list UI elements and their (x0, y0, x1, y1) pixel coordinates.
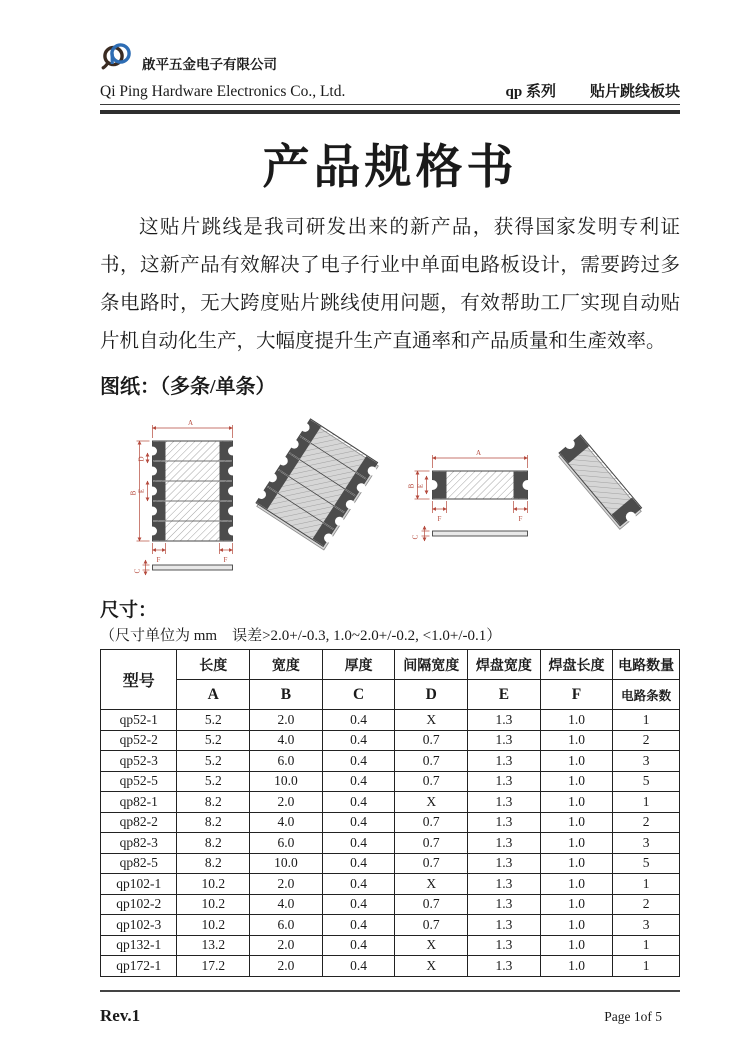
dim-label-f: F (156, 556, 161, 564)
cell-width: 2.0 (250, 935, 323, 956)
header-second-row (100, 80, 680, 105)
cell-pad-width: 1.3 (468, 751, 541, 772)
cell-pad-length: 1.0 (540, 812, 613, 833)
dim-label-f: F (437, 515, 442, 523)
cell-model: qp82-5 (101, 853, 177, 874)
company-name-en: Qi Ping Hardware Electronics Co., Ltd. (100, 83, 346, 100)
dim-label-e: E (137, 488, 146, 494)
document-title: 产品规格书 (262, 140, 518, 193)
col-header-length: 长度 (177, 650, 250, 680)
header-double-rule (100, 110, 680, 114)
cell-gap-width: X (395, 956, 468, 977)
footer-double-rule (100, 990, 680, 992)
multi-strip-top-view (130, 419, 238, 575)
cell-thickness: 0.4 (322, 812, 395, 833)
cell-model: qp52-3 (101, 751, 177, 772)
dim-label-a: A (475, 449, 482, 457)
col-letter-e: E (468, 680, 541, 710)
col-letter-f: F (540, 680, 613, 710)
jumper-drawings-figure (100, 413, 665, 578)
table-row (101, 792, 680, 813)
col-header-thickness: 厚度 (322, 650, 395, 680)
cell-pad-width: 1.3 (468, 771, 541, 792)
table-row (101, 894, 680, 915)
cell-circuit-count: 1 (613, 935, 680, 956)
cell-width: 2.0 (250, 710, 323, 731)
cell-pad-width: 1.3 (468, 792, 541, 813)
table-row (101, 853, 680, 874)
cell-thickness: 0.4 (322, 915, 395, 936)
single-strip-top-view (408, 449, 533, 541)
cell-thickness: 0.4 (322, 874, 395, 895)
col-letter-b: B (250, 680, 323, 710)
cell-circuit-count: 2 (613, 894, 680, 915)
cell-thickness: 0.4 (322, 833, 395, 854)
cell-width: 6.0 (250, 833, 323, 854)
table-header-groups (101, 650, 680, 680)
dimensions-tolerance-note: （尺寸单位为 mm 误差>2.0+/-0.3, 1.0~2.0+/-0.2, <1.0+/-0.1） (100, 628, 502, 644)
cell-pad-length: 1.0 (540, 894, 613, 915)
dim-label-b: B (129, 490, 138, 496)
cell-width: 10.0 (250, 771, 323, 792)
page-number: Page 1of 5 (604, 1008, 662, 1024)
cell-circuit-count: 5 (613, 853, 680, 874)
cell-width: 4.0 (250, 812, 323, 833)
table-row (101, 710, 680, 731)
cell-width: 2.0 (250, 792, 323, 813)
cell-circuit-count: 1 (613, 792, 680, 813)
cell-pad-width: 1.3 (468, 833, 541, 854)
cell-width: 6.0 (250, 751, 323, 772)
cell-width: 4.0 (250, 894, 323, 915)
cell-length: 10.2 (177, 915, 250, 936)
col-letter-a: A (177, 680, 250, 710)
col-letter-circuit-strips: 电路条数 (613, 680, 680, 710)
cell-gap-width: 0.7 (395, 771, 468, 792)
cell-circuit-count: 2 (613, 812, 680, 833)
cell-pad-width: 1.3 (468, 853, 541, 874)
series-label: qp 系列 (505, 84, 556, 100)
spec-table-body (101, 710, 680, 977)
cell-width: 2.0 (250, 956, 323, 977)
cell-model: qp82-1 (101, 792, 177, 813)
cell-pad-length: 1.0 (540, 771, 613, 792)
cell-length: 8.2 (177, 833, 250, 854)
dim-label-e: E (416, 483, 425, 489)
cell-model: qp52-5 (101, 771, 177, 792)
cell-thickness: 0.4 (322, 853, 395, 874)
cell-model: qp82-3 (101, 833, 177, 854)
cell-thickness: 0.4 (322, 956, 395, 977)
dim-label-f: F (223, 556, 228, 564)
cell-width: 6.0 (250, 915, 323, 936)
table-row (101, 915, 680, 936)
table-row (101, 751, 680, 772)
document-header (100, 36, 680, 74)
cell-length: 5.2 (177, 730, 250, 751)
technical-drawings (100, 413, 680, 583)
dim-label-f: F (518, 515, 523, 523)
cell-pad-width: 1.3 (468, 812, 541, 833)
revision-label: Rev.1 (100, 1005, 141, 1025)
col-header-width: 宽度 (250, 650, 323, 680)
cell-thickness: 0.4 (322, 935, 395, 956)
cell-circuit-count: 3 (613, 833, 680, 854)
cell-length: 8.2 (177, 812, 250, 833)
cell-gap-width: X (395, 710, 468, 731)
cell-pad-length: 1.0 (540, 710, 613, 731)
cell-width: 4.0 (250, 730, 323, 751)
cell-model: qp102-1 (101, 874, 177, 895)
cell-circuit-count: 3 (613, 751, 680, 772)
table-row (101, 730, 680, 751)
cell-pad-length: 1.0 (540, 956, 613, 977)
cell-gap-width: 0.7 (395, 730, 468, 751)
cell-gap-width: X (395, 792, 468, 813)
cell-length: 5.2 (177, 771, 250, 792)
cell-model: qp52-2 (101, 730, 177, 751)
dim-label-d: D (137, 456, 146, 462)
single-strip-iso-view (554, 431, 645, 531)
cell-pad-width: 1.3 (468, 915, 541, 936)
cell-pad-width: 1.3 (468, 710, 541, 731)
cell-gap-width: 0.7 (395, 915, 468, 936)
cell-thickness: 0.4 (322, 792, 395, 813)
cell-circuit-count: 3 (613, 915, 680, 936)
cell-pad-length: 1.0 (540, 874, 613, 895)
intro-paragraph: 这贴片跳线是我司研发出来的新产品，获得国家发明专利证书，这新产品有效解决了电子行业中单面电路板设计，需要跨过多条电路时，无大跨度贴片跳线使用问题，有效帮助工厂实现自动贴片机自动化生产，大幅度提升生产直通率和产品质量和生產效率。 (100, 217, 680, 352)
cell-pad-length: 1.0 (540, 730, 613, 751)
cell-pad-width: 1.3 (468, 956, 541, 977)
cell-model: qp52-1 (101, 710, 177, 731)
col-header-model: 型号 (101, 650, 177, 710)
col-header-pad-width: 焊盘宽度 (468, 650, 541, 680)
spec-table-head (101, 650, 680, 710)
cell-width: 10.0 (250, 853, 323, 874)
cell-model: qp132-1 (101, 935, 177, 956)
cell-thickness: 0.4 (322, 894, 395, 915)
cell-width: 2.0 (250, 874, 323, 895)
cell-gap-width: 0.7 (395, 812, 468, 833)
cell-model: qp102-3 (101, 915, 177, 936)
cell-length: 13.2 (177, 935, 250, 956)
cell-gap-width: X (395, 874, 468, 895)
cell-gap-width: 0.7 (395, 833, 468, 854)
cell-pad-width: 1.3 (468, 935, 541, 956)
cell-model: qp102-2 (101, 894, 177, 915)
dim-label-c: C (133, 568, 142, 574)
dim-label-c: C (411, 534, 420, 540)
col-header-gap-width: 间隔宽度 (395, 650, 468, 680)
cell-length: 8.2 (177, 853, 250, 874)
cell-pad-length: 1.0 (540, 833, 613, 854)
cell-gap-width: 0.7 (395, 853, 468, 874)
table-row (101, 956, 680, 977)
cell-length: 5.2 (177, 751, 250, 772)
company-name-cn: 啟平五金电子有限公司 (142, 57, 277, 72)
cell-circuit-count: 2 (613, 730, 680, 751)
product-line-label: 贴片跳线板块 (589, 84, 680, 100)
drawings-heading: 图纸：（多条/单条） (100, 376, 276, 398)
col-header-pad-length: 焊盘长度 (540, 650, 613, 680)
cell-pad-length: 1.0 (540, 915, 613, 936)
cell-circuit-count: 1 (613, 710, 680, 731)
cell-pad-length: 1.0 (540, 792, 613, 813)
cell-pad-width: 1.3 (468, 874, 541, 895)
dim-label-a: A (187, 419, 194, 427)
cell-thickness: 0.4 (322, 730, 395, 751)
dimensions-heading: 尺寸： (100, 600, 158, 621)
col-header-circuit-count: 电路数量 (613, 650, 680, 680)
cell-pad-width: 1.3 (468, 730, 541, 751)
table-header-letters (101, 680, 680, 710)
cell-gap-width: X (395, 935, 468, 956)
cell-gap-width: 0.7 (395, 751, 468, 772)
table-row (101, 771, 680, 792)
table-row (101, 935, 680, 956)
spec-table (100, 649, 680, 977)
cell-length: 10.2 (177, 874, 250, 895)
cell-circuit-count: 1 (613, 956, 680, 977)
cell-length: 8.2 (177, 792, 250, 813)
cell-pad-length: 1.0 (540, 935, 613, 956)
company-logo-icon (100, 40, 134, 74)
table-row (101, 812, 680, 833)
cell-pad-length: 1.0 (540, 853, 613, 874)
document-footer (100, 1006, 680, 1026)
cell-thickness: 0.4 (322, 710, 395, 731)
multi-strip-iso-view (251, 417, 381, 551)
cell-circuit-count: 1 (613, 874, 680, 895)
table-row (101, 874, 680, 895)
cell-length: 10.2 (177, 894, 250, 915)
cell-pad-width: 1.3 (468, 894, 541, 915)
cell-model: qp172-1 (101, 956, 177, 977)
cell-circuit-count: 5 (613, 771, 680, 792)
cell-thickness: 0.4 (322, 751, 395, 772)
dim-label-b: B (407, 483, 416, 489)
cell-model: qp82-2 (101, 812, 177, 833)
cell-length: 5.2 (177, 710, 250, 731)
cell-length: 17.2 (177, 956, 250, 977)
cell-pad-length: 1.0 (540, 751, 613, 772)
table-row (101, 833, 680, 854)
col-letter-c: C (322, 680, 395, 710)
col-letter-d: D (395, 680, 468, 710)
cell-thickness: 0.4 (322, 771, 395, 792)
cell-gap-width: 0.7 (395, 894, 468, 915)
